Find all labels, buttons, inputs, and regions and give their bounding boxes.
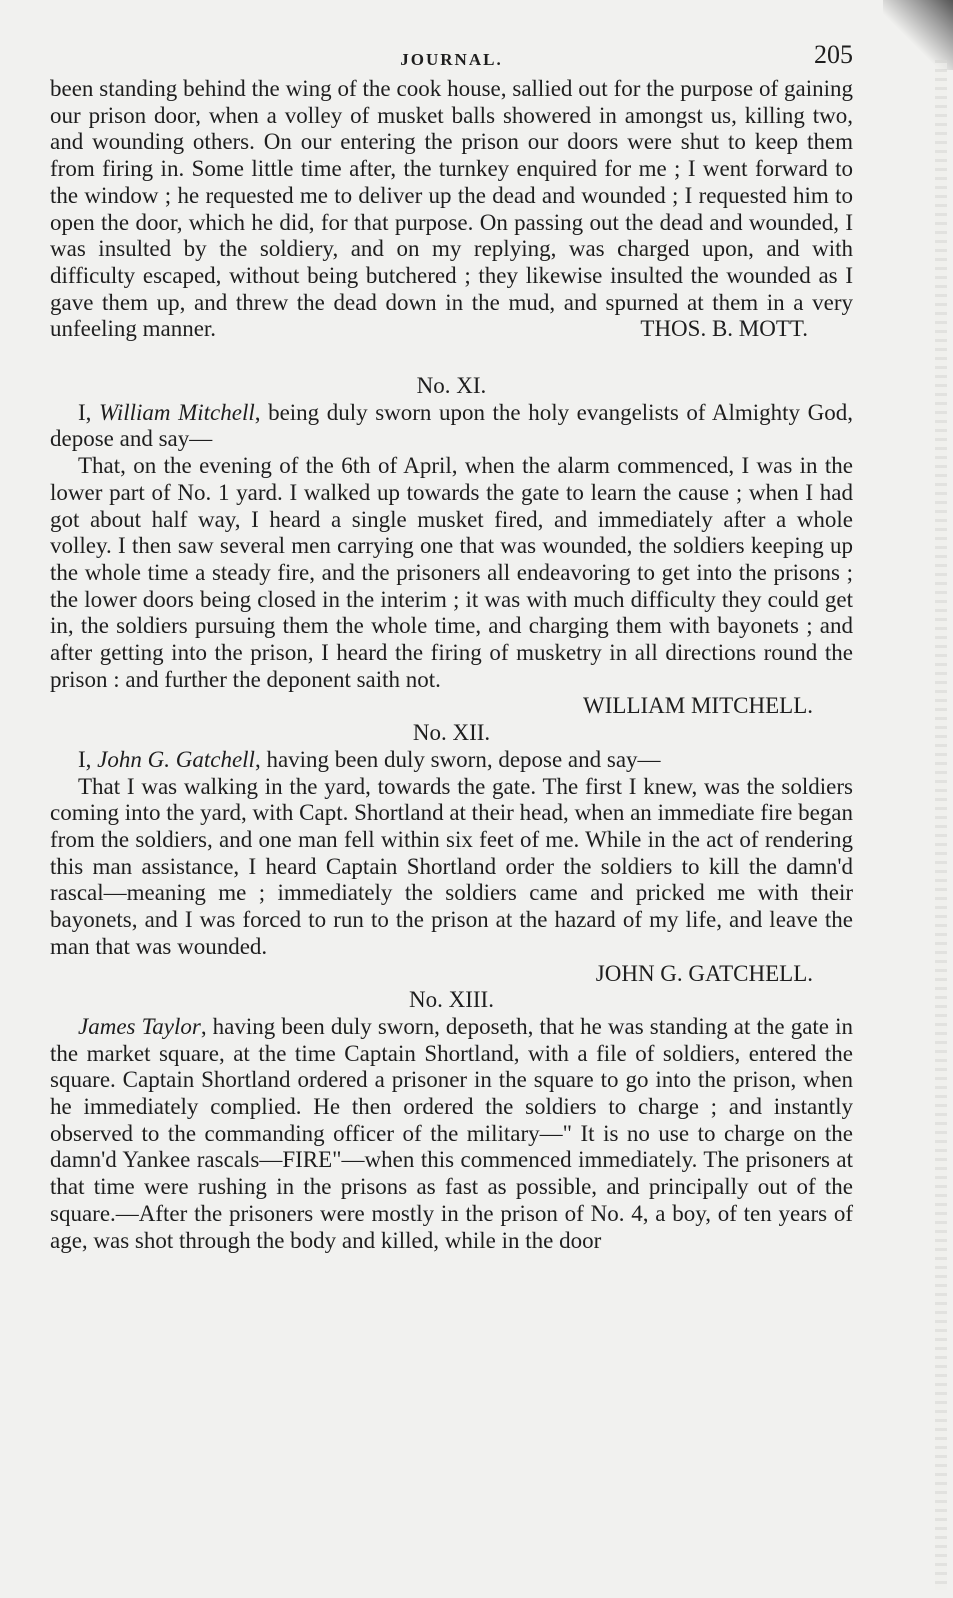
signature-mitchell: WILLIAM MITCHELL. [583, 693, 813, 719]
heading-no-xi: No. XI. [416, 373, 487, 399]
deposition-x-paragraph: been standing behind the wing of the cook house, sallied out for the purpose of gaining our prison door, when a volley of musket balls showered in amongst us, killing two, and wounding others. On our entering the prison our doors were shut to keep them from firing in. Some little time after, the turnkey enquired for me ; I went forward to the window ; he requested me to deliver up the dead and wounded ; I requested him to open the door, which he did, for that purpose. On passing out the dead and wounded, I was insulted by the soldiery, and on my replying, was charged upon, and with difficulty escaped, without being butchered ; they likewise insulted the wounded as I gave them up, and threw the dead down in the mud, and spurned at them in a very unfeeling manner. [50, 76, 853, 342]
page-header [50, 36, 853, 76]
page-number: 205 [814, 40, 853, 69]
deponent-name: William Mitchell [98, 399, 255, 425]
deposition-xii-paragraph: That I was walking in the yard, towards the gate. The first I knew, was the soldiers coming into the yard, with Capt. Shortland at their head, when an immediate fire began from the soldiers, and one man fell within six feet of me. While in the act of rendering this man assistance, I heard Captain Shortland order the soldiers to kill the damn'd rascal—meaning me ; immediately the soldiers came and pricked me with their bayonets, and I was forced to run to the prison at the hazard of my life, and leave the man that was wounded. [50, 773, 853, 959]
deponent-name: James Taylor [78, 1013, 201, 1039]
deponent-name: John G. Gatchell [97, 746, 255, 772]
document-page [50, 36, 853, 1254]
deposition-xi-paragraph: That, on the evening of the 6th of April, when the alarm commenced, I was in the lower part of No. 1 yard. I walked up towards the gate to learn the cause ; when I had got about half way, I heard a single musket fired, and immediately after a whole volley. I then saw several men carrying one that was wounded, the soldiers keeping up the whole time a steady fire, and the prisoners all endeavoring to get into the prisons ; the lower doors being closed in the interim ; it was with much difficulty they could get in, the soldiers pursuing them the whole time, and charging them with bayonets ; and after getting into the prison, I heard the firing of musketry in all directions round the prison : and further the deponent saith not. [50, 453, 853, 692]
deposition-xii-intro [50, 747, 853, 774]
deposition-xi-intro [50, 400, 853, 453]
running-title: JOURNAL. [400, 50, 503, 69]
body-text [50, 76, 853, 1254]
deposition-xiii-paragraph [50, 1014, 853, 1254]
intro-suffix: , having been duly sworn, depose and say— [254, 746, 661, 772]
intro-prefix: I, [78, 399, 99, 425]
deposition-xiii-text: , having been duly sworn, deposeth, that he was standing at the gate in the market square, at the time Captain Shortland, with a file of soldiers, entered the square. Captain Shortland ordered a prisoner in the square to go into the prison, when he immediately complied. He then ordered the soldiers to charge ; and instantly observed to the commanding officer of the military—" It is no use to charge on the damn'd Yankee rascals—FIRE"—when this commenced immediately. The prisoners at that time were rushing in the prisons as fast as possible, and principally out of the square.—After the prisoners were mostly in the prison of No. 4, a boy, of ten years of age, was shot through the body and killed, while in the door [50, 1013, 853, 1253]
intro-suffix: , being duly sworn upon the holy evangelists of Almighty God, depose and say— [50, 399, 853, 452]
signature-mott: THOS. B. MOTT. [640, 316, 808, 342]
page-margin-texture [935, 60, 947, 1590]
heading-no-xiii: No. XIII. [409, 987, 494, 1013]
intro-prefix: I, [78, 746, 98, 772]
heading-no-xii: No. XII. [412, 720, 491, 746]
signature-gatchell: JOHN G. GATCHELL. [595, 960, 813, 986]
